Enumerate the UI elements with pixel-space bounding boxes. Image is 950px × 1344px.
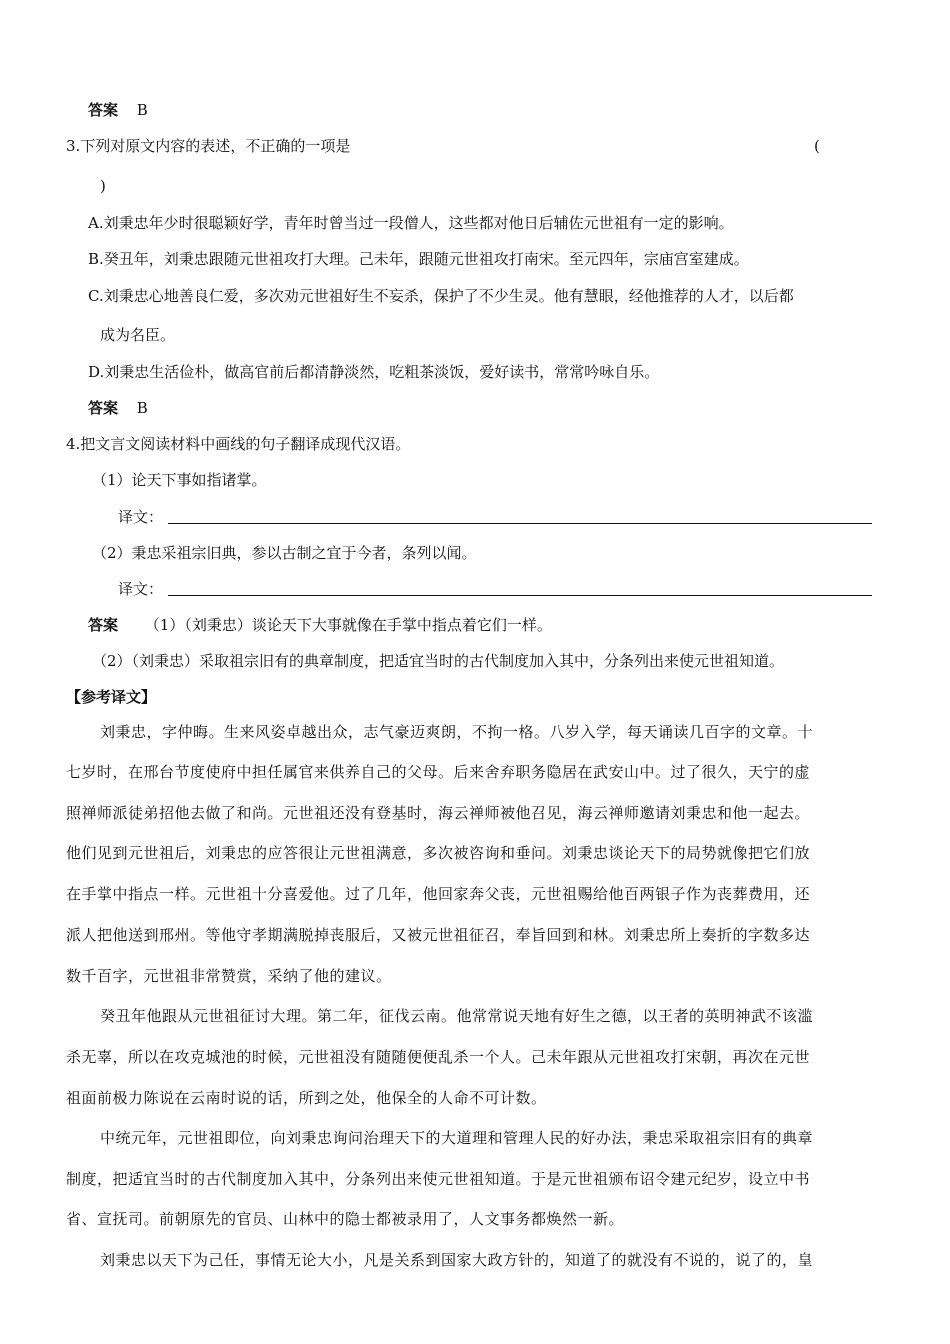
q4-answer-1: [88, 615, 552, 635]
option-b: B.癸丑年，刘秉忠跟随元世祖攻打大理。己未年，跟随元世祖攻打南宋。至元四年，宗庙宫室建成。: [88, 250, 749, 268]
translation-label-1: 译文：: [118, 508, 164, 526]
option-c: C.刘秉忠心地善良仁爱，多次劝元世祖好生不妄杀，保护了不少生灵。他有慧眼，经他推荐的人才，以后都: [88, 287, 794, 305]
translation-label-2: 译文：: [118, 580, 164, 598]
option-d: D.刘秉忠生活俭朴，做高官前后都清静淡然，吃粗茶淡饭，爱好读书，常常吟咏自乐。: [88, 363, 660, 381]
reference-line: 省、宣抚司。前朝原先的官员、山林中的隐士都被录用了，人文事务都焕然一新。: [66, 1210, 625, 1228]
question-4-stem: 4.把文言文阅读材料中画线的句子翻译成现代汉语。: [66, 435, 411, 453]
option-c-continuation: 成为名臣。: [100, 326, 176, 344]
reference-line: 杀无辜，所以在攻克城池的时候，元世祖没有随随便便乱杀一个人。己未年跟从元世祖攻打宋朝，再次在元世: [66, 1048, 811, 1066]
answer-text-1: （1）（刘秉忠）谈论天下大事就像在手掌中指点着它们一样。: [144, 616, 552, 634]
q2-answer: [88, 100, 148, 120]
q4-item-2: （2）秉忠采祖宗旧典，参以古制之宜于今者，条列以闻。: [92, 544, 477, 562]
reference-line: 中统元年，元世祖即位，向刘秉忠询问治理天下的大道理和管理人民的好办法，秉忠采取祖宗旧有的典章: [100, 1129, 814, 1147]
reference-line: 刘秉忠，字仲晦。生来风姿卓越出众，志气豪迈爽朗，不拘一格。八岁入学，每天诵读几百字的文章。十: [100, 723, 814, 741]
answer-paren-close: ): [100, 177, 106, 195]
answer-value: B: [136, 101, 148, 119]
answer-value: B: [136, 399, 148, 417]
reference-line: 数千百字，元世祖非常赞赏，采纳了他的建议。: [66, 967, 392, 985]
reference-line: 刘秉忠以天下为己任，事情无论大小，凡是关系到国家大政方针的，知道了的就没有不说的，说了的，皇: [100, 1251, 814, 1269]
q3-answer: [88, 398, 148, 418]
reference-line: 祖面前极力陈说在云南时说的话，所到之处，他保全的人命不可计数。: [66, 1089, 547, 1107]
answer-label: 答案: [88, 101, 119, 119]
reference-line: 派人把他送到邢州。等他守孝期满脱掉丧服后，又被元世祖征召，奉旨回到和林。刘秉忠所上奏折的字数多达: [66, 926, 811, 944]
reference-line: 癸丑年他跟从元世祖征讨大理。第二年，征伐云南。他常常说天地有好生之德，以王者的英明神武不该滥: [100, 1007, 814, 1025]
reference-line: 照禅师派徒弟招他去做了和尚。元世祖还没有登基时，海云禅师被他召见，海云禅师邀请刘秉忠和他一起去。: [66, 804, 811, 822]
reference-line: 七岁时，在邢台节度使府中担任属官来供养自己的父母。后来舍弃职务隐居在武安山中。过了很久，天宁的虚: [66, 763, 811, 781]
reference-line: 在手掌中指点一样。元世祖十分喜爱他。过了几年，他回家奔父丧，元世祖赐给他百两银子作为丧葬费用，还: [66, 885, 811, 903]
q4-answer-2: （2）（刘秉忠）采取祖宗旧有的典章制度，把适宜当时的古代制度加入其中，分条列出来使元世祖知道。: [92, 652, 785, 670]
answer-label: 答案: [88, 616, 119, 634]
reference-line: 他们见到元世祖后，刘秉忠的应答很让元世祖满意，多次被咨询和垂问。刘秉忠谈论天下的局势就像把它们放: [66, 844, 811, 862]
q4-item-1: （1）论天下事如指诸掌。: [92, 471, 267, 489]
answer-label: 答案: [88, 399, 119, 417]
answer-paren-open: (: [814, 137, 820, 155]
reference-line: 制度，把适宜当时的古代制度加入其中，分条列出来使元世祖知道。于是元世祖颁布诏令建元纪岁，设立中书: [66, 1170, 811, 1188]
reference-heading: 【参考译文】: [66, 688, 157, 706]
translation-blank-2[interactable]: [168, 595, 872, 596]
question-3-stem: 3.下列对原文内容的表述，不正确的一项是: [66, 137, 351, 155]
option-a: A.刘秉忠年少时很聪颖好学，青年时曾当过一段僧人，这些都对他日后辅佐元世祖有一定的影响。: [88, 214, 734, 232]
translation-blank-1[interactable]: [168, 523, 872, 524]
